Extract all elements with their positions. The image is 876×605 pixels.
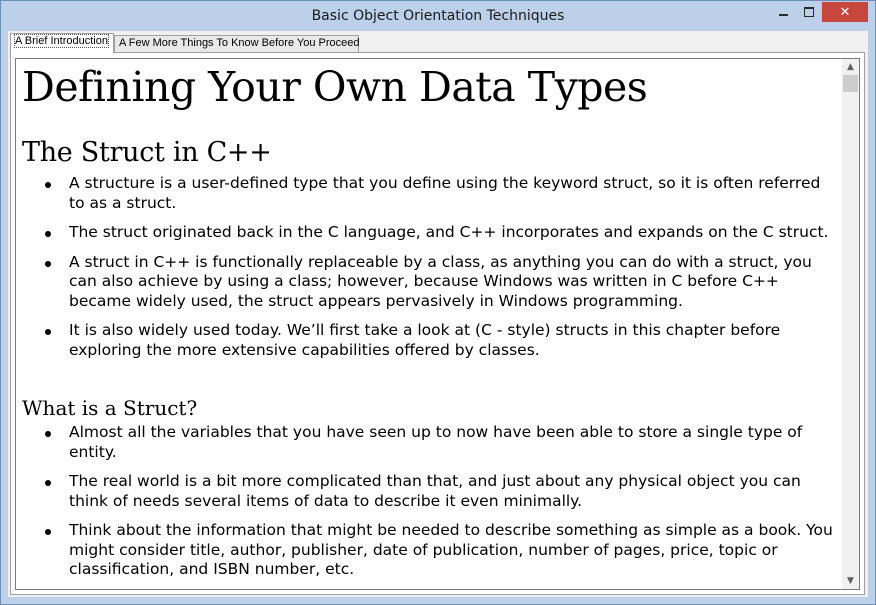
bullet-icon xyxy=(45,529,51,535)
bullet-icon xyxy=(45,480,51,486)
window-title: Basic Object Orientation Techniques xyxy=(311,8,565,24)
minimize-icon xyxy=(779,14,788,16)
client-area xyxy=(8,31,868,597)
list-item xyxy=(16,253,842,312)
tab-panel xyxy=(10,52,865,595)
tab-label: A Brief Introduction xyxy=(15,35,108,47)
bullet-list-struct xyxy=(16,174,842,370)
title-bar[interactable] xyxy=(1,1,875,31)
list-item-text: It is also widely used today. We’ll first take a look at (C - style) structs in this chapter before exploring the more extensive capabilities offered by classes. xyxy=(69,321,781,359)
list-item xyxy=(16,174,842,213)
list-item xyxy=(16,521,842,580)
tab-brief-introduction[interactable] xyxy=(10,33,114,53)
document-content xyxy=(16,59,842,589)
tab-few-more-things[interactable] xyxy=(114,35,359,52)
bullet-icon xyxy=(45,431,51,437)
bullet-icon xyxy=(45,261,51,267)
list-item-text: The real world is a bit more complicated than that, and just about any physical object you can think of needs several items of data to describe it even minimally. xyxy=(69,472,801,510)
bullet-icon xyxy=(45,329,51,335)
section-heading-what-is: What is a Struct? xyxy=(22,396,198,420)
minimize-button[interactable] xyxy=(770,2,796,22)
bullet-icon xyxy=(45,231,51,237)
close-button[interactable] xyxy=(822,2,868,22)
scroll-up-icon[interactable]: ▲ xyxy=(847,62,854,72)
list-item-text: Almost all the variables that you have seen up to now have been able to store a single type of entity. xyxy=(69,423,803,461)
tab-strip xyxy=(8,31,868,53)
section-heading-struct: The Struct in C++ xyxy=(22,137,272,168)
list-item-text: A structure is a user-defined type that you define using the keyword struct, so it is often referred to as a struct. xyxy=(69,174,821,212)
document-viewer[interactable] xyxy=(15,58,860,590)
list-item-text: Think about the information that might be needed to describe something as simple as a book. You might consider title, author, publisher, date of publication, number of pages, price, topic or classification, and ISBN number, etc. xyxy=(69,521,833,578)
page-title: Defining Your Own Data Types xyxy=(22,63,648,111)
maximize-button[interactable] xyxy=(796,2,822,22)
bullet-icon xyxy=(45,182,51,188)
list-item-text: The struct originated back in the C language, and C++ incorporates and expands on the C struct. xyxy=(69,223,829,241)
list-item-text: A struct in C++ is functionally replaceable by a class, as anything you can do with a struct, you can also achieve by using a class; however, because Windows was written in C before C++ became widely used, the struct appears pervasively in Windows programming. xyxy=(69,252,812,310)
bullet-list-what-is xyxy=(16,423,842,589)
list-item xyxy=(16,223,842,243)
tab-label: A Few More Things To Know Before You Proceed xyxy=(119,37,360,49)
list-item xyxy=(16,472,842,511)
scroll-thumb[interactable] xyxy=(843,75,858,92)
list-item xyxy=(16,423,842,462)
vertical-scrollbar[interactable] xyxy=(842,59,859,589)
close-icon: ✕ xyxy=(839,4,851,20)
scroll-down-icon[interactable]: ▼ xyxy=(847,576,854,586)
list-item xyxy=(16,321,842,360)
maximize-icon xyxy=(804,7,814,17)
